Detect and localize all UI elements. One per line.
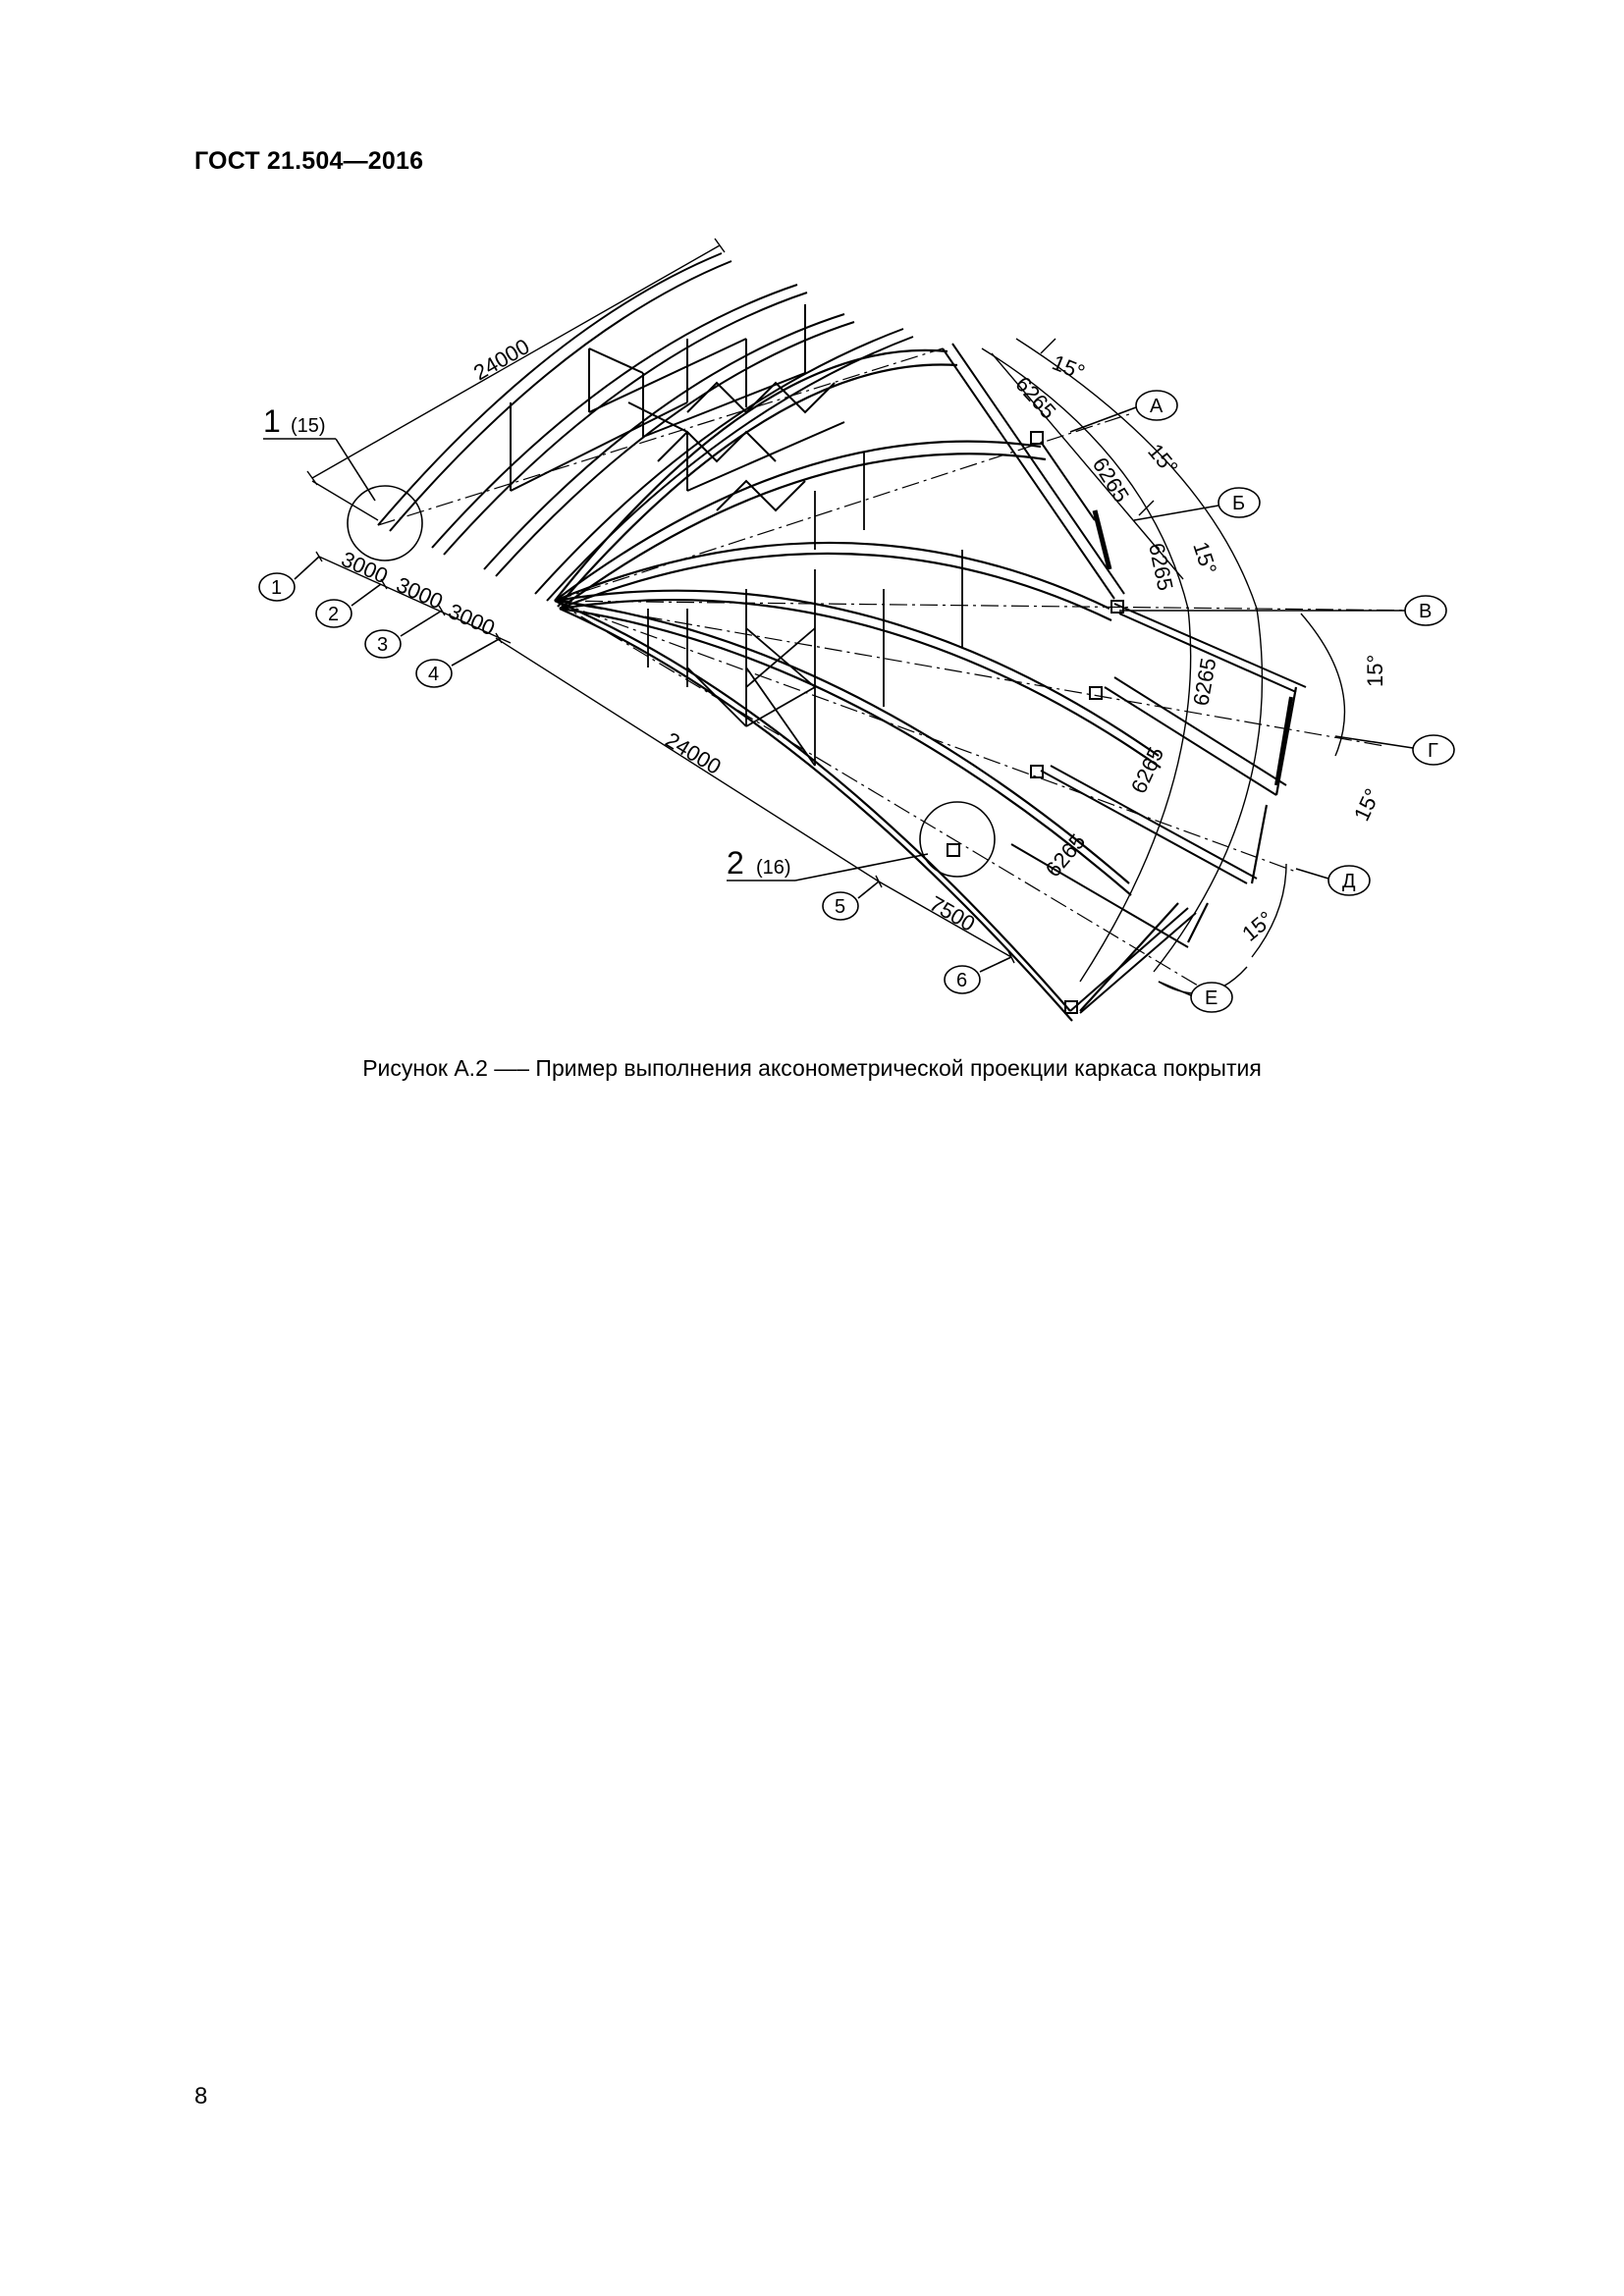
- dim-step-3000-3: 3000: [444, 598, 499, 641]
- dim-angle-1: 15°: [1049, 349, 1089, 386]
- document-header: ГОСТ 21.504—2016: [194, 147, 424, 175]
- dim-angle-4: 15°: [1363, 654, 1387, 687]
- dimension-texts: [338, 334, 1387, 946]
- axis-label-D: Д: [1342, 871, 1356, 892]
- dim-arc-5: 6265: [1125, 743, 1169, 798]
- node1-sheet: (15): [291, 415, 326, 437]
- radius-arcs: [982, 339, 1344, 993]
- axis-label-V: В: [1419, 601, 1433, 622]
- dim-7500: 7500: [925, 890, 980, 936]
- axis-label-1: 1: [271, 577, 283, 599]
- dim-top-24000: 24000: [469, 334, 534, 386]
- straight-roof-trusses: [378, 253, 913, 601]
- dim-step-3000-1: 3000: [337, 546, 392, 589]
- figure-caption: Рисунок А.2 —– Пример выполнения аксонометрической проекции каркаса покрытия: [362, 1055, 1262, 1081]
- dim-angle-5: 15°: [1348, 784, 1385, 826]
- page-number: 8: [194, 2083, 208, 2109]
- dim-arc-4: 6265: [1188, 656, 1221, 708]
- axis-label-4: 4: [428, 664, 440, 685]
- node-callouts: [263, 439, 995, 881]
- axis-label-6: 6: [956, 970, 968, 991]
- dim-angle-2: 15°: [1143, 439, 1183, 480]
- dim-arc-3: 6265: [1144, 540, 1178, 593]
- axis-label-E: Е: [1205, 988, 1218, 1009]
- node1-number: 1: [263, 403, 281, 439]
- axis-label-2: 2: [328, 604, 340, 625]
- node2-number: 2: [727, 845, 744, 881]
- curved-arch-ribs: [555, 350, 1296, 1021]
- axis-label-A: А: [1150, 396, 1164, 417]
- dim-arc-6: 6265: [1040, 828, 1091, 882]
- dim-step-3000-2: 3000: [392, 571, 447, 614]
- node-callout-labels: [263, 403, 791, 881]
- axis-label-3: 3: [377, 634, 389, 656]
- dim-angle-6: 15°: [1237, 906, 1278, 946]
- dim-bottom-24000: 24000: [661, 726, 726, 779]
- axonometric-frame-drawing: [0, 0, 1624, 1080]
- dim-angle-3: 15°: [1188, 538, 1222, 578]
- node2-sheet: (16): [756, 857, 791, 879]
- dim-arc-2: 6265: [1087, 453, 1134, 507]
- dim-arc-1: 6265: [1010, 371, 1061, 424]
- axis-label-5: 5: [835, 896, 846, 918]
- arch-web-members: [648, 452, 962, 766]
- axis-label-B: Б: [1232, 493, 1246, 514]
- axis-label-G: Г: [1428, 740, 1438, 762]
